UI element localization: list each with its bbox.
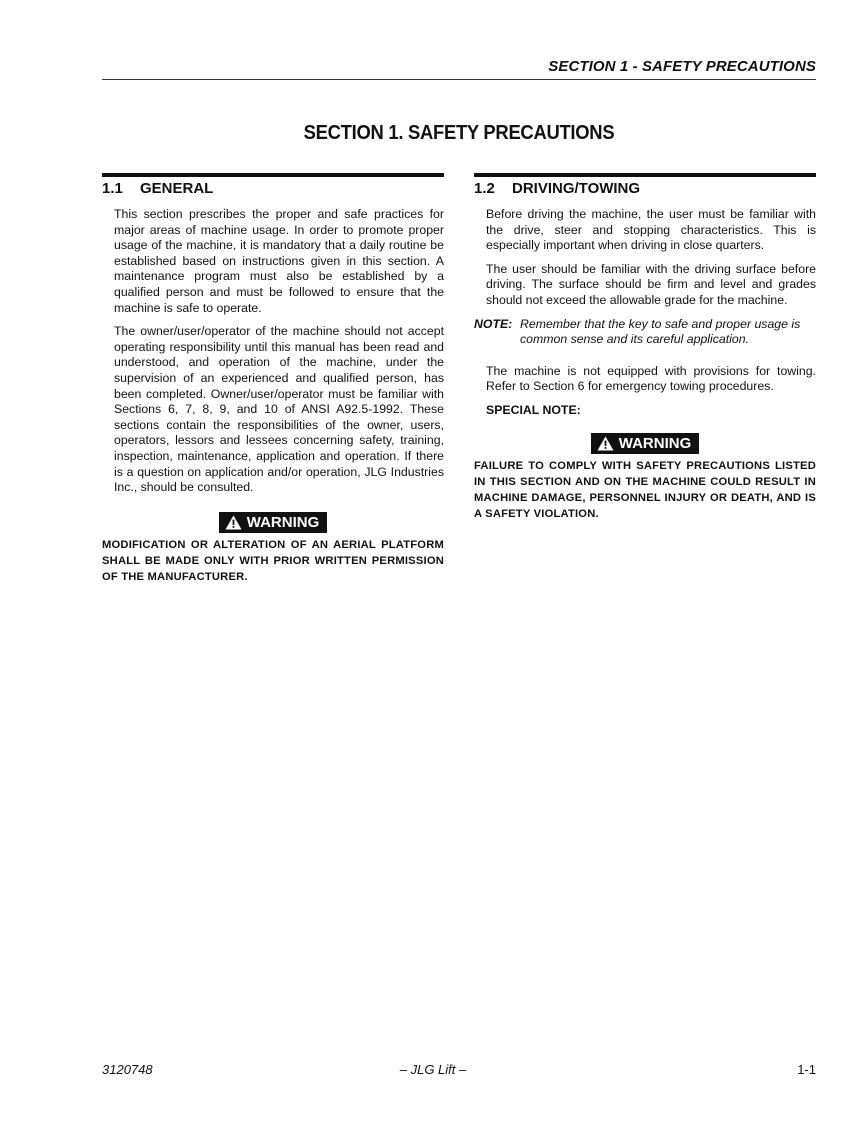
section-title: GENERAL <box>140 180 214 197</box>
footer-center: – JLG Lift – <box>399 1062 467 1077</box>
warning-triangle-icon <box>225 515 242 530</box>
running-header: SECTION 1 - SAFETY PRECAUTIONS <box>548 58 816 75</box>
note-text: Remember that the key to safe and proper usage is common sense and its careful application. <box>520 316 801 347</box>
warning-label: WARNING <box>618 434 692 452</box>
driving-paragraph-1: Before driving the machine, the user must be familiar with the drive, steer and stopping characteristics. This is especially important when driving in close quarters. <box>486 207 816 253</box>
driving-paragraph-2: The user should be familiar with the driving surface before driving. The surface should be firm and level and grades should not exceed the allowable grade for the machine. <box>486 261 816 307</box>
warning-box <box>102 512 444 533</box>
note <box>474 317 816 348</box>
driving-paragraph-3: The machine is not equipped with provisions for towing. Refer to Section 6 for emergency towing procedures. <box>486 363 816 394</box>
section-heading-general <box>102 173 444 202</box>
warning-triangle-icon <box>597 436 614 451</box>
page-title: SECTION 1. SAFETY PRECAUTIONS <box>303 122 615 144</box>
warning-label: WARNING <box>246 513 320 531</box>
section-number: 1.1 <box>102 180 123 197</box>
section-driving-towing <box>474 173 816 522</box>
footer-page-number: 1-1 <box>797 1062 816 1077</box>
section-title: DRIVING/TOWING <box>512 180 641 197</box>
warning-badge <box>219 512 328 533</box>
warning-text: FAILURE TO COMPLY WITH SAFETY PRECAUTIONS LISTED IN THIS SECTION AND ON THE MACHINE COULD RESULT IN MACHINE DAMAGE, PERSONNEL INJURY OR DEATH, AND IS A SAFETY VIOLATION. <box>474 459 816 520</box>
special-note: SPECIAL NOTE: <box>486 402 581 417</box>
header-rule <box>102 79 816 80</box>
warning-box <box>474 433 816 454</box>
section-general <box>102 173 444 585</box>
section-number: 1.2 <box>474 180 495 197</box>
general-paragraph-1: This section prescribes the proper and safe practices for major areas of machine usage. In order to promote proper usage of the machine, it is mandatory that a daily routine be established based on instructions given in this section. A maintenance program must also be established by a qualified person and must be followed to ensure that the machine is safe to operate. <box>114 207 444 315</box>
note-label: NOTE: <box>474 316 513 331</box>
general-paragraph-2: The owner/user/operator of the machine should not accept operating responsibility until this manual has been read and understood, and operation of the machine, under the supervision of an experienced and qualified person, has been completed. Owner/user/operator must be familiar with Sections 6, 7, 8, 9, and 10 of ANSI A92.5-1992. These sections contain the responsibilities of the owner, users, operators, lessors and lessees concerning safety, training, inspection, maintenance, application and operation. If there is a question on application and/or operation, JLG Industries Inc., should be consulted. <box>114 324 444 495</box>
footer-doc-number: 3120748 <box>102 1062 153 1077</box>
section-heading-driving <box>474 173 816 202</box>
warning-badge <box>591 433 700 454</box>
warning-text: MODIFICATION OR ALTERATION OF AN AERIAL PLATFORM SHALL BE MADE ONLY WITH PRIOR WRITTEN PERMISSION OF THE MANUFACTURER. <box>102 538 444 583</box>
